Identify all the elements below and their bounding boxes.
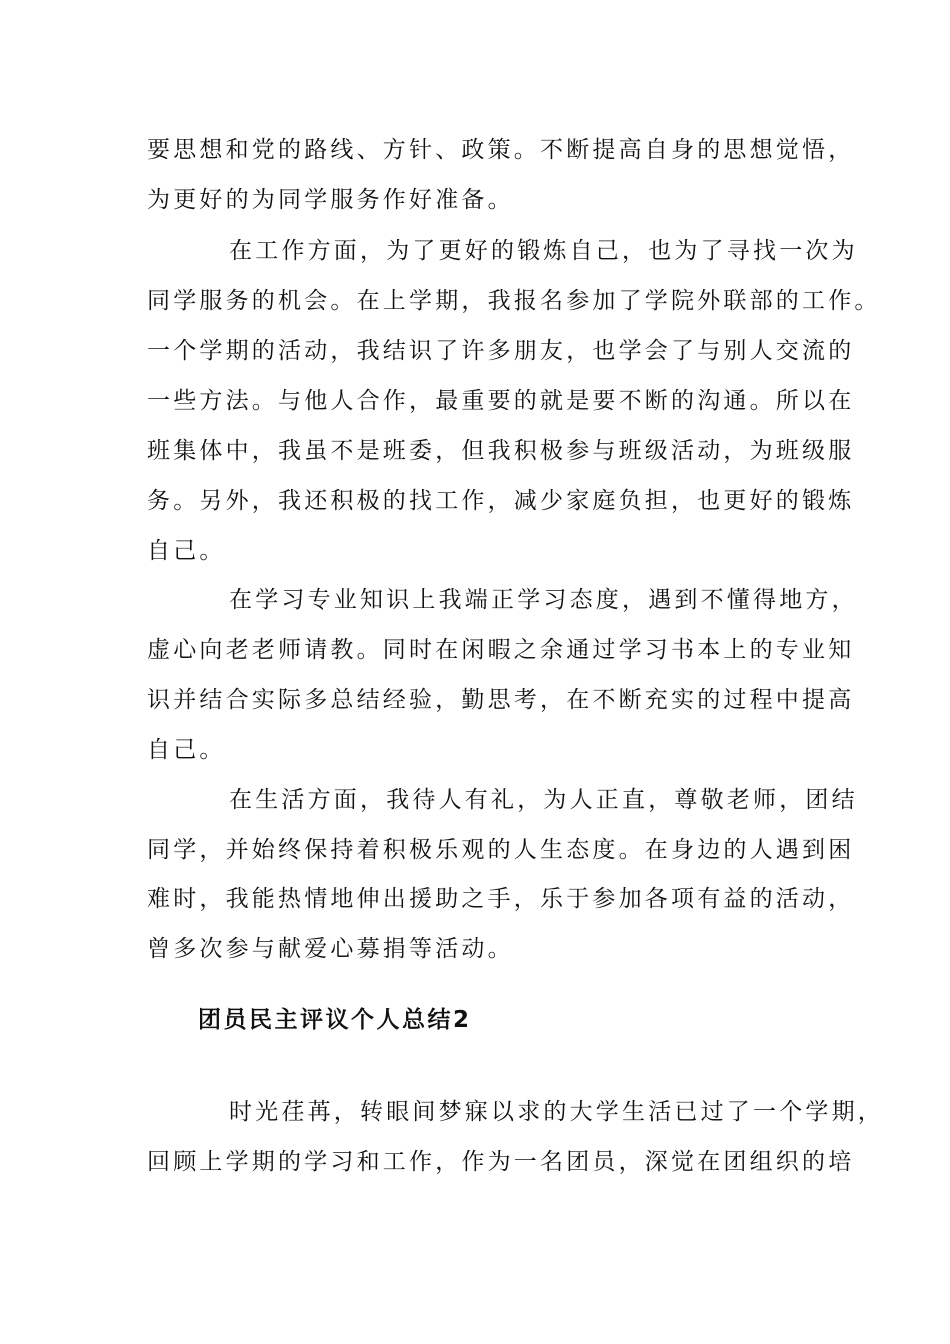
paragraph-line: 务。另外，我还积极的找工作，减少家庭负担，也更好的锻炼: [147, 488, 855, 514]
paragraph-line: 虚心向老老师请教。同时在闲暇之余通过学习书本上的专业知: [147, 637, 855, 663]
paragraph-line: 时光荏苒，转眼间梦寐以求的大学生活已过了一个学期，: [229, 1099, 884, 1125]
paragraph-line: 班集体中，我虽不是班委，但我积极参与班级活动，为班级服: [147, 438, 855, 464]
paragraph-line: 一个学期的活动，我结识了许多朋友，也学会了与别人交流的: [147, 338, 855, 364]
paragraph-line: 在工作方面，为了更好的锻炼自己，也为了寻找一次为: [229, 238, 858, 264]
paragraph-line: 回顾上学期的学习和工作，作为一名团员，深觉在团组织的培: [147, 1149, 855, 1175]
paragraph-line: 在学习专业知识上我端正学习态度，遇到不懂得地方，: [229, 587, 858, 613]
paragraph-line: 一些方法。与他人合作，最重要的就是要不断的沟通。所以在: [147, 388, 855, 414]
paragraph-line: 要思想和党的路线、方针、政策。不断提高自身的思想觉悟，: [147, 137, 855, 163]
paragraph-line: 同学，并始终保持着积极乐观的人生态度。在身边的人遇到困: [147, 837, 855, 863]
paragraph-line: 难时，我能热情地伸出援助之手，乐于参加各项有益的活动，: [147, 886, 855, 912]
paragraph-line: 自己。: [147, 538, 226, 564]
paragraph-line: 同学服务的机会。在上学期，我报名参加了学院外联部的工作。: [147, 288, 881, 314]
paragraph-line: 曾多次参与献爱心募捐等活动。: [147, 936, 514, 962]
paragraph-line: 为更好的为同学服务作好准备。: [147, 187, 514, 213]
section-heading: 团员民主评议个人总结2: [198, 1007, 472, 1033]
paragraph-line: 在生活方面，我待人有礼，为人正直，尊敬老师，团结: [229, 787, 858, 813]
paragraph-line: 识并结合实际多总结经验，勤思考，在不断充实的过程中提高: [147, 687, 855, 713]
paragraph-line: 自己。: [147, 737, 226, 763]
